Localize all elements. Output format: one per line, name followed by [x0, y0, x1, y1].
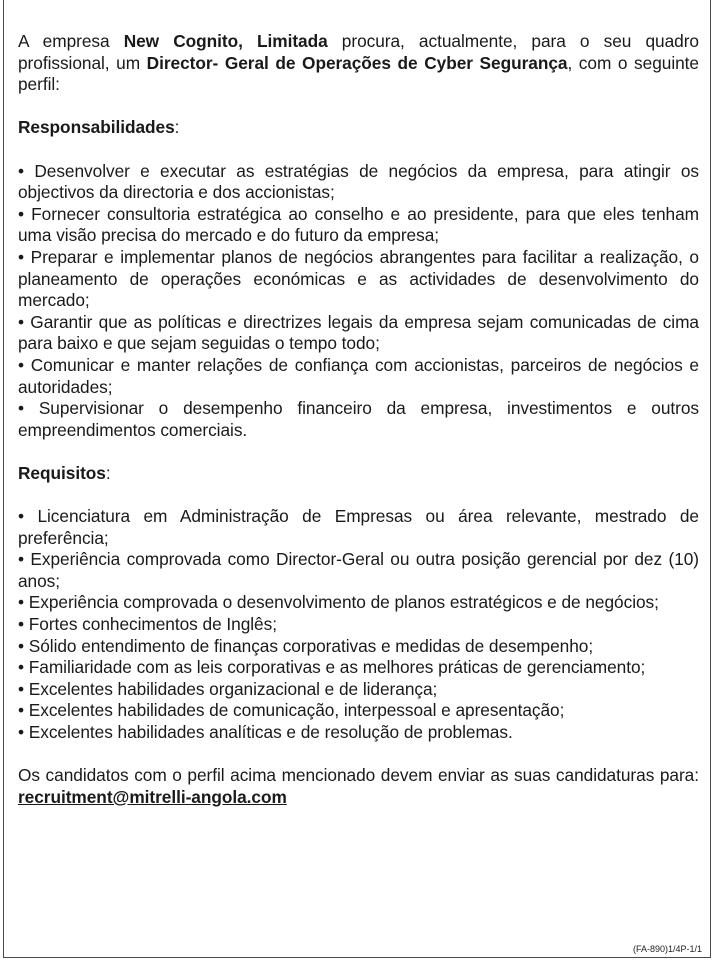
responsibilities-colon: : [174, 117, 180, 138]
requirements-colon: : [105, 462, 111, 483]
intro-text-2: procura, actualmente, para o seu quadro profissional, um [18, 31, 699, 73]
intro-text-3: , com o seguinte perfil: [18, 52, 699, 95]
requirements-heading [18, 463, 699, 485]
ad-content [18, 31, 699, 808]
position-title: Director- Geral de Operações de Cyber Segurança [146, 52, 568, 73]
list-item: • Experiência comprovada o desenvolvimento de planos estratégicos e de negócios; [18, 592, 659, 613]
list-item: • Experiência comprovada como Director-Geral ou outra posição gerencial por dez (10) anos; [18, 549, 699, 591]
intro-text-1: A empresa [18, 31, 124, 51]
list-item: • Supervisionar o desempenho financeiro da empresa, investimentos e outros empreendimentos comerciais. [18, 398, 699, 440]
closing-paragraph [18, 765, 699, 808]
company-name: New Cognito, Limitada [123, 31, 328, 51]
intro-paragraph [18, 31, 699, 96]
responsibilities-heading [18, 117, 699, 139]
closing-text: Os candidatos com o perfil acima mencionado devem enviar as suas candidaturas para: [18, 765, 699, 786]
list-item: • Excelentes habilidades organizacional e de liderança; [18, 678, 438, 699]
list-item: • Familiaridade com as leis corporativas e as melhores práticas de gerenciamento; [18, 657, 646, 678]
reference-code: (FA-890)1/4P-1/1 [632, 944, 702, 954]
ad-frame [3, 0, 711, 958]
responsibilities-title: Responsabilidades [18, 117, 175, 138]
list-item: • Licenciatura em Administração de Empresas ou área relevante, mestrado de preferência; [18, 506, 699, 548]
list-item: • Excelentes habilidades de comunicação, interpessoal e apresentação; [18, 700, 565, 721]
requirements-list [18, 506, 699, 744]
list-item: • Desenvolver e executar as estratégias de negócios da empresa, para atingir os objectivos da directoria e dos accionistas; [18, 160, 699, 203]
list-item: • Excelentes habilidades analíticas e de resolução de problemas. [18, 722, 513, 742]
list-item: • Sólido entendimento de finanças corporativas e medidas de desempenho; [18, 635, 594, 656]
list-item: • Garantir que as políticas e directrizes legais da empresa sejam comunicadas de cima para baixo e que sejam seguidas o tempo todo; [18, 311, 699, 354]
email-link[interactable]: recruitment@mitrelli-angola.com [18, 786, 287, 807]
responsibilities-list [18, 161, 699, 442]
list-item: • Fortes conhecimentos de Inglês; [18, 614, 277, 635]
list-item: • Comunicar e manter relações de confiança com accionistas, parceiros de negócios e autoridades; [18, 354, 699, 397]
list-item: • Preparar e implementar planos de negócios abrangentes para facilitar a realização, o planeamento de operações económicas e as actividades de desenvolvimento do mercado; [18, 246, 699, 311]
list-item: • Fornecer consultoria estratégica ao conselho e ao presidente, para que eles tenham uma visão precisa do mercado e do futuro da empresa; [18, 203, 699, 246]
requirements-title: Requisitos [18, 462, 106, 483]
